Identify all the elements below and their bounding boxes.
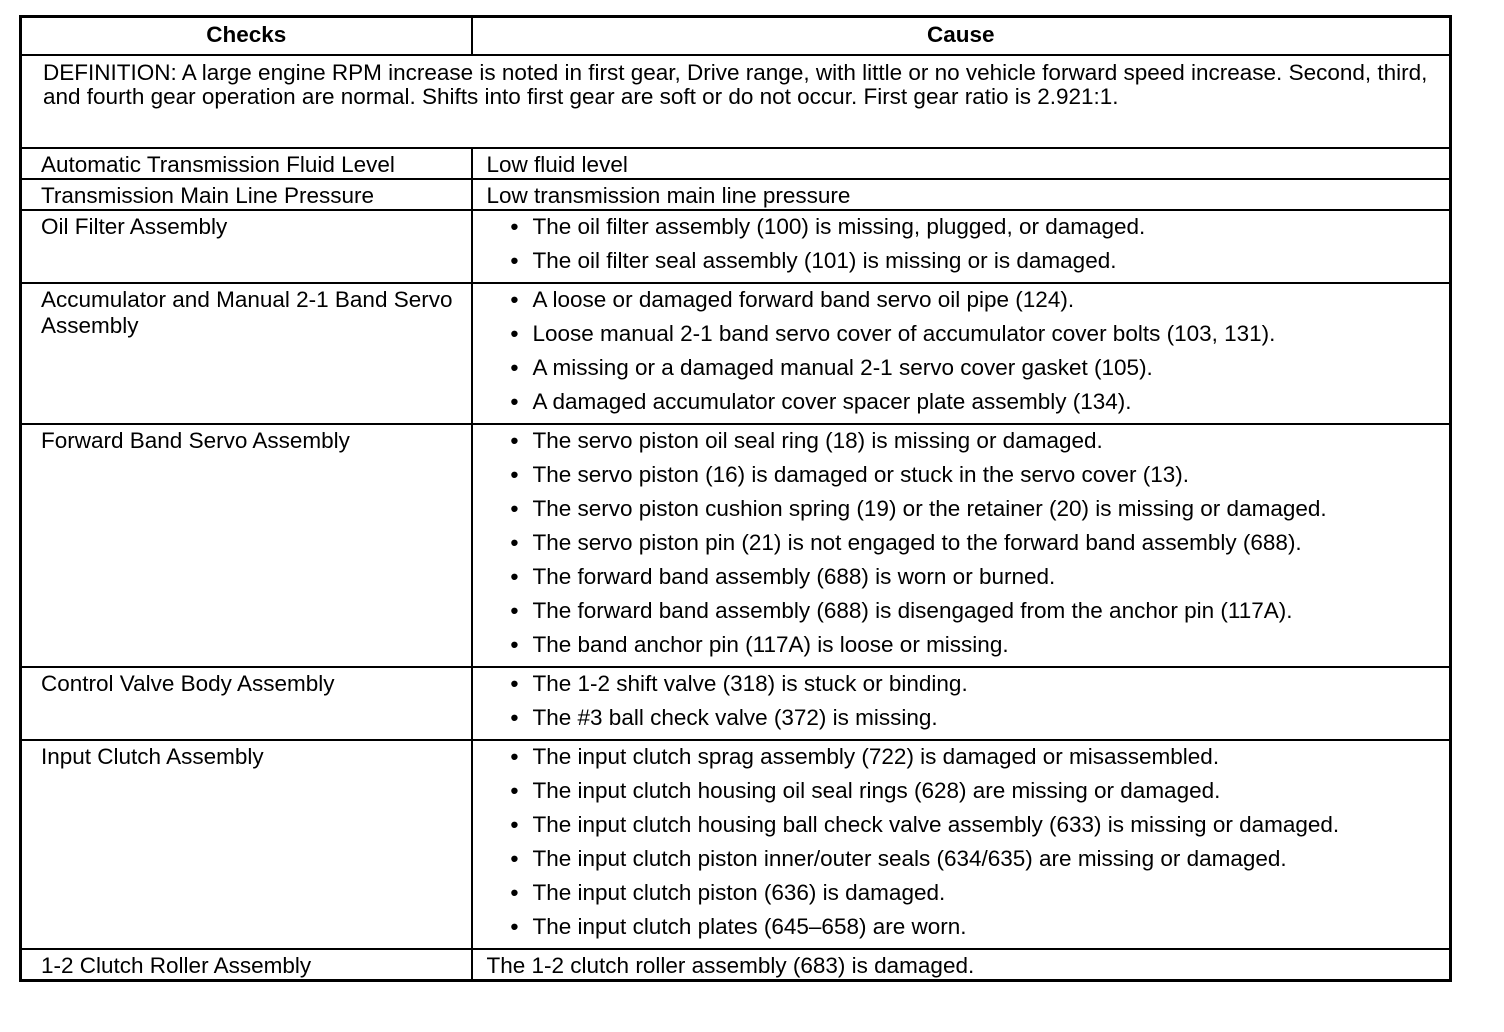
cause-item [487,248,1440,282]
bullet-icon: • [510,389,519,414]
cause-cell [472,424,1451,667]
cause-item-text: A damaged accumulator cover spacer plate assembly (134). [532,389,1132,414]
table-row [21,424,1451,667]
bullet-icon: • [510,496,519,521]
check-cell: Forward Band Servo Assembly [21,424,472,667]
cause-item [487,880,1440,914]
bullet-icon: • [510,744,519,769]
cause-cell [472,740,1451,949]
check-cell: Input Clutch Assembly [21,740,472,949]
cause-cell [472,210,1451,283]
cause-item [487,778,1440,812]
cause-item [487,846,1440,880]
table-row [21,740,1451,949]
table-row [21,949,1451,981]
cause-list [487,287,1440,423]
cause-item-text: The servo piston pin (21) is not engaged to the forward band assembly (688). [532,530,1302,555]
cause-item [487,389,1440,423]
cause-text: Low transmission main line pressure [486,183,851,208]
bullet-icon: • [510,462,519,487]
bullet-icon: • [510,778,519,803]
cause-list [487,671,1440,739]
cause-cell [472,148,1451,179]
cause-item [487,598,1440,632]
cause-item-text: The forward band assembly (688) is worn or burned. [532,564,1056,589]
table-row [21,210,1451,283]
bullet-icon: • [510,248,519,273]
cause-item [487,914,1440,948]
diagnostic-table [19,15,1452,982]
cause-cell [472,949,1451,981]
table-row [21,667,1451,740]
cause-item [487,462,1440,496]
cause-item-text: A missing or a damaged manual 2-1 servo cover gasket (105). [532,355,1153,380]
checks-header: Checks [21,17,472,56]
cause-item [487,671,1440,705]
cause-item-text: The band anchor pin (117A) is loose or missing. [532,632,1009,657]
check-cell: Accumulator and Manual 2-1 Band Servo Assembly [21,283,472,424]
bullet-icon: • [510,321,519,346]
header-row [21,17,1451,56]
cause-item-text: The input clutch housing oil seal rings (628) are missing or damaged. [532,778,1221,803]
cause-item-text: The input clutch housing ball check valve assembly (633) is missing or damaged. [532,812,1340,837]
bullet-icon: • [510,705,519,730]
bullet-icon: • [510,598,519,623]
cause-item [487,705,1440,739]
cause-item-text: The oil filter seal assembly (101) is missing or is damaged. [532,248,1117,273]
cause-cell [472,667,1451,740]
cause-item [487,428,1440,462]
cause-item [487,564,1440,598]
check-cell: 1-2 Clutch Roller Assembly [21,949,472,981]
bullet-icon: • [510,914,519,939]
bullet-icon: • [510,671,519,696]
cause-item [487,632,1440,666]
cause-cell [472,179,1451,210]
bullet-icon: • [510,530,519,555]
definition-text: DEFINITION: A large engine RPM increase is noted in first gear, Drive range, with little or no vehicle forward speed increase. Second, third, and fourth gear operation are normal. Shifts into first gear are soft or do not occur. First gear ratio is 2.921:1. [21,55,1451,148]
bullet-icon: • [510,428,519,453]
cause-item-text: The servo piston (16) is damaged or stuck in the servo cover (13). [532,462,1190,487]
check-cell: Oil Filter Assembly [21,210,472,283]
cause-item-text: The #3 ball check valve (372) is missing. [532,705,938,730]
cause-item [487,355,1440,389]
cause-cell [472,283,1451,424]
cause-item-text: The servo piston oil seal ring (18) is missing or damaged. [532,428,1103,453]
cause-item-text: A loose or damaged forward band servo oil pipe (124). [532,287,1075,312]
bullet-icon: • [510,812,519,837]
bullet-icon: • [510,214,519,239]
bullet-icon: • [510,846,519,871]
cause-item [487,214,1440,248]
cause-item [487,496,1440,530]
check-cell: Transmission Main Line Pressure [21,179,472,210]
cause-item [487,321,1440,355]
cause-list [487,744,1440,948]
cause-item-text: The input clutch sprag assembly (722) is damaged or misassembled. [532,744,1220,769]
check-cell: Automatic Transmission Fluid Level [21,148,472,179]
cause-list [487,428,1440,666]
cause-item-text: The input clutch plates (645–658) are worn. [532,914,967,939]
cause-item-text: The input clutch piston (636) is damaged. [532,880,946,905]
cause-item-text: The servo piston cushion spring (19) or the retainer (20) is missing or damaged. [532,496,1327,521]
cause-item-text: The forward band assembly (688) is disengaged from the anchor pin (117A). [532,598,1293,623]
cause-item [487,530,1440,564]
cause-text: The 1-2 clutch roller assembly (683) is damaged. [486,953,975,978]
definition-row [21,55,1451,148]
cause-item [487,744,1440,778]
cause-list [487,214,1440,282]
cause-item [487,287,1440,321]
table-row [21,148,1451,179]
cause-item-text: Loose manual 2-1 band servo cover of accumulator cover bolts (103, 131). [532,321,1276,346]
cause-item [487,812,1440,846]
bullet-icon: • [510,564,519,589]
cause-header: Cause [472,17,1451,56]
bullet-icon: • [510,880,519,905]
check-cell: Control Valve Body Assembly [21,667,472,740]
bullet-icon: • [510,287,519,312]
cause-item-text: The 1-2 shift valve (318) is stuck or binding. [532,671,968,696]
cause-item-text: The input clutch piston inner/outer seals (634/635) are missing or damaged. [532,846,1287,871]
bullet-icon: • [510,355,519,380]
table-row [21,179,1451,210]
bullet-icon: • [510,632,519,657]
cause-item-text: The oil filter assembly (100) is missing, plugged, or damaged. [532,214,1146,239]
table-row [21,283,1451,424]
cause-text: Low fluid level [486,152,628,177]
